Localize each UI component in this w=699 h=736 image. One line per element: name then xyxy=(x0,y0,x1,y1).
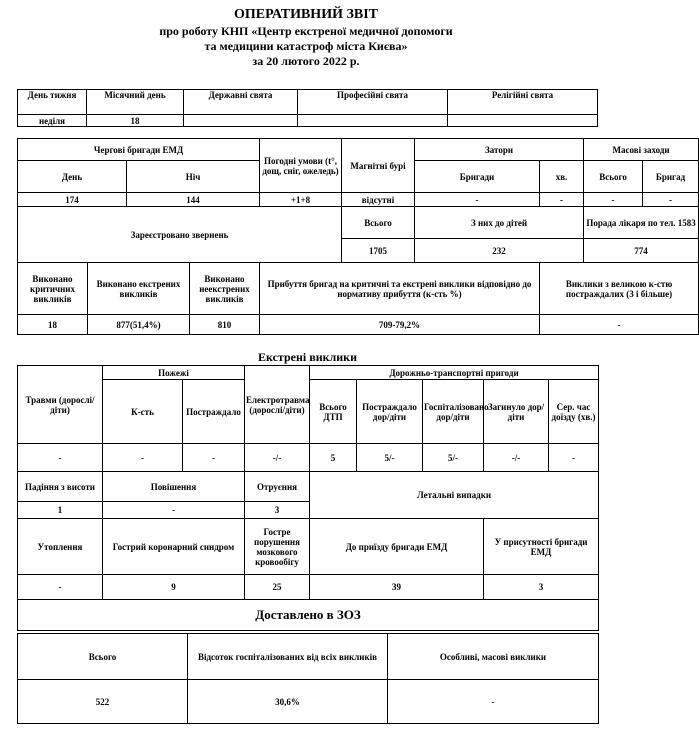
dtp-victims-value: 5/- xyxy=(357,444,423,472)
magnetic-storm-value: відсутні xyxy=(342,193,415,207)
month-day-value: 18 xyxy=(87,115,184,127)
mass-casualty-header: Виклики з великою к-стю постраждалих (3 і більше) xyxy=(540,263,699,315)
jam-minutes-value: - xyxy=(540,193,584,207)
state-holidays-header: Державні свята xyxy=(184,90,298,115)
special-calls-value: - xyxy=(388,680,599,724)
dtp-time-header: Сер. час доїзду (хв.) xyxy=(549,380,599,444)
duty-brigades-header: Чергові бригади ЕМД xyxy=(18,139,260,161)
delivered-total-header: Всього xyxy=(18,634,188,680)
poisoning-header: Отруєння xyxy=(245,472,310,502)
mass-total-header: Всього xyxy=(584,161,643,193)
special-calls-header: Особливі, масові виклики xyxy=(388,634,599,680)
dtp-header: Дорожньо-транспортні пригоди xyxy=(310,366,599,380)
critical-calls-value: 18 xyxy=(18,315,88,335)
hospitalized-percent-value: 30,6% xyxy=(188,680,388,724)
state-holidays-value xyxy=(184,115,298,127)
delivered-total-value: 522 xyxy=(18,680,188,724)
registered-calls-header: Зареєстровано звернень xyxy=(18,207,342,263)
emergency-section-title: Екстрені виклики xyxy=(257,350,358,364)
nonemergency-calls-header: Виконано неекстрених викликів xyxy=(190,263,260,315)
fire-count-value: - xyxy=(103,444,183,472)
drowning-value: - xyxy=(18,575,103,600)
weekday-value: неділя xyxy=(18,115,87,127)
injuries-value: - xyxy=(18,444,103,472)
emergency-calls-value: 877(51,4%) xyxy=(88,315,190,335)
calls-children-value: 232 xyxy=(415,239,584,263)
mass-brigades-header: Бригад xyxy=(643,161,699,193)
dtp-dead-value: -/- xyxy=(484,444,549,472)
doctor-advice-header: Порада лікаря по тел. 1583 xyxy=(584,207,699,239)
critical-calls-header: Виконано критичних викликів xyxy=(18,263,88,315)
magnetic-storm-header: Магнітні бурі xyxy=(342,139,415,193)
hospitalized-percent-header: Відсоток госпіталізованих від всіх викликів xyxy=(188,634,388,680)
lethal-before-header: До приїзду бригади ЕМД xyxy=(310,519,484,575)
report-title: ОПЕРАТИВНИЙ ЗВІТ xyxy=(233,7,378,22)
emergency-table xyxy=(17,365,599,631)
relig-holidays-value xyxy=(448,115,598,127)
calls-total-header: Всього xyxy=(342,207,415,239)
night-shift-value: 144 xyxy=(127,193,260,207)
lethal-cases-header: Летальні випадки xyxy=(310,472,599,519)
calls-children-header: З них до дітей xyxy=(415,207,584,239)
duty-table xyxy=(17,138,699,335)
nonemergency-calls-value: 810 xyxy=(190,315,260,335)
delivered-table xyxy=(17,633,599,724)
fire-count-header: К-сть xyxy=(103,380,183,444)
jam-brigades-header: Бригади xyxy=(415,161,540,193)
fall-value: 1 xyxy=(18,502,103,519)
fire-victims-value: - xyxy=(183,444,245,472)
dtp-dead-header: Загинуло дор/діти xyxy=(484,380,549,444)
electro-value: -/- xyxy=(245,444,310,472)
dtp-total-header: Всього ДТП xyxy=(310,380,357,444)
report-date: за 20 лютого 2022 р. xyxy=(252,54,360,68)
calls-total-value: 1705 xyxy=(342,239,415,263)
jam-brigades-value: - xyxy=(415,193,540,207)
stroke-value: 25 xyxy=(245,575,310,600)
night-shift-header: Ніч xyxy=(127,161,260,193)
calendar-table xyxy=(17,89,598,127)
stroke-header: Гостре порушення мозкового кровообігу xyxy=(245,519,310,575)
arrival-norm-header: Прибуття бригад на критичні та екстрені виклики відповідно до нормативу прибуття (к-сть %) xyxy=(260,263,540,315)
lethal-presence-value: 3 xyxy=(484,575,599,600)
day-shift-header: День xyxy=(18,161,127,193)
day-shift-value: 174 xyxy=(18,193,127,207)
hanging-value: - xyxy=(103,502,245,519)
weather-header: Погодні умови (t°, дощ, сніг, ожеледь) xyxy=(260,139,342,193)
drowning-header: Утоплення xyxy=(18,519,103,575)
mass-brigades-value: - xyxy=(643,193,699,207)
prof-holidays-value xyxy=(298,115,448,127)
relig-holidays-header: Релігійні свята xyxy=(448,90,598,115)
hanging-header: Повішення xyxy=(103,472,245,502)
report-subtitle-line1: про роботу КНП «Центр екстреної медичної допомоги xyxy=(159,24,453,38)
weekday-header: День тижня xyxy=(18,90,87,115)
coronary-value: 9 xyxy=(103,575,245,600)
mass-casualty-value: - xyxy=(540,315,699,335)
dtp-hospitalized-header: Госпіталізовано дор/діти xyxy=(423,380,484,444)
dtp-total-value: 5 xyxy=(310,444,357,472)
mass-total-value: - xyxy=(584,193,643,207)
report-subtitle-line2: та медицини катастроф міста Києва» xyxy=(204,39,408,53)
injuries-header: Травми (дорослі/ діти) xyxy=(18,366,103,444)
jam-minutes-header: хв. xyxy=(540,161,584,193)
coronary-header: Гострий коронарний синдром xyxy=(103,519,245,575)
fire-victims-header: Постраждало xyxy=(183,380,245,444)
arrival-norm-value: 709-79,2% xyxy=(260,315,540,335)
fall-header: Падіння з висоти xyxy=(18,472,103,502)
emergency-calls-header: Виконано екстрених викликів xyxy=(88,263,190,315)
poisoning-value: 3 xyxy=(245,502,310,519)
lethal-presence-header: У присутності бригади ЕМД xyxy=(484,519,599,575)
dtp-victims-header: Постраждало дор/діти xyxy=(357,380,423,444)
traffic-jams-header: Затори xyxy=(415,139,584,161)
dtp-hospitalized-value: 5/- xyxy=(423,444,484,472)
fires-header: Пожежі xyxy=(103,366,245,380)
delivered-section-title: Доставлено в ЗОЗ xyxy=(18,600,599,631)
electro-header: Електротравма (дорослі/діти) xyxy=(245,366,310,444)
weather-value: +1+8 xyxy=(260,193,342,207)
mass-events-header: Масові заходи xyxy=(584,139,699,161)
dtp-time-value: - xyxy=(549,444,599,472)
lethal-before-value: 39 xyxy=(310,575,484,600)
prof-holidays-header: Професійні свята xyxy=(298,90,448,115)
month-day-header: Місячний день xyxy=(87,90,184,115)
doctor-advice-value: 774 xyxy=(584,239,699,263)
